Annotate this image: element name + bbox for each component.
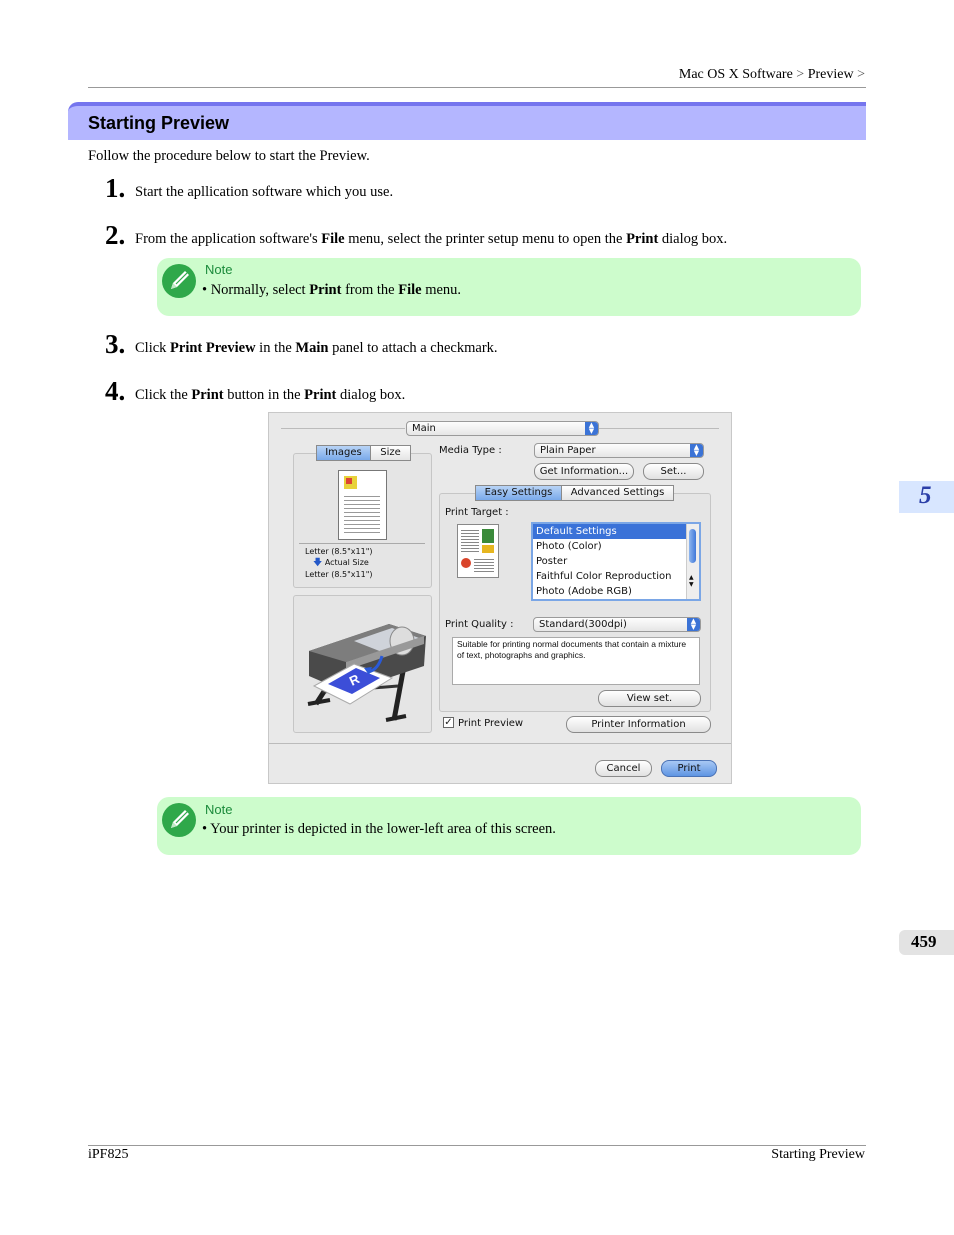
set-button[interactable]: Set...: [643, 463, 704, 480]
list-item[interactable]: Photo (Color): [536, 541, 602, 552]
step-number: 4.: [105, 376, 126, 406]
step-text-part: Start the apllication software which you use.: [135, 184, 394, 200]
thumbnail-text-lines: [461, 528, 479, 554]
step-text-bold: Main: [295, 340, 329, 356]
step-text-part: menu, select the printer setup menu to open the: [344, 231, 627, 247]
thumbnail-image: [482, 545, 494, 553]
document-thumbnail: [338, 470, 387, 540]
breadcrumb-item[interactable]: Preview: [807, 67, 854, 82]
panel-popup[interactable]: [406, 421, 599, 436]
step-number: 1.: [105, 173, 126, 203]
list-item[interactable]: Photo (Adobe RGB): [536, 586, 632, 597]
list-item-selected[interactable]: Default Settings: [533, 524, 699, 539]
arrow-down-icon: 🡇: [313, 558, 323, 568]
bullet: •: [202, 821, 208, 837]
intro-text: Follow the procedure below to start the Preview.: [88, 148, 370, 164]
thumbnail-text-lines: [474, 557, 494, 573]
printer-information-button[interactable]: Printer Information: [566, 716, 711, 733]
thumbnail-image: [461, 558, 471, 568]
print-target-thumbnail: [457, 524, 499, 578]
step-text-part: dialog box.: [336, 387, 406, 403]
header-rule: [88, 87, 866, 88]
popup-arrows-icon: ▲ ▼: [690, 444, 703, 457]
print-target-label: Print Target :: [445, 507, 509, 518]
printer-icon: [294, 596, 433, 734]
divider: [599, 428, 719, 429]
view-set-button[interactable]: View set.: [598, 690, 701, 707]
step-text-part: dialog box.: [658, 231, 728, 247]
page-number-tab: [899, 930, 954, 955]
print-target-list[interactable]: [531, 522, 701, 601]
step-text-part: From the application software's: [135, 231, 322, 247]
print-preview-checkbox[interactable]: ✓: [444, 717, 453, 728]
media-type-value: Plain Paper: [540, 445, 596, 456]
step-number: 3.: [105, 329, 126, 359]
print-button[interactable]: Print: [661, 760, 717, 777]
thumbnail-image-detail: [346, 478, 352, 484]
list-scrollbar[interactable]: [686, 524, 699, 599]
step-text-bold: Print: [191, 387, 224, 403]
page-number: 459: [911, 932, 937, 951]
thumbnail-image: [482, 529, 494, 543]
note-text: [202, 282, 461, 299]
step-text: [135, 184, 393, 201]
print-preview-label[interactable]: Print Preview: [458, 718, 524, 729]
tab-easy-settings[interactable]: Easy Settings: [475, 485, 562, 501]
step-text-bold: Print Preview: [170, 340, 256, 356]
note-label: Note: [205, 802, 233, 817]
cancel-button[interactable]: Cancel: [595, 760, 652, 777]
size-conversion-row: [305, 557, 373, 569]
step-text: [135, 340, 498, 357]
input-size: Letter (8.5"x11"): [305, 547, 373, 556]
tab-size[interactable]: Size: [370, 445, 411, 461]
breadcrumb-separator: >: [857, 67, 865, 82]
note-text: [202, 821, 556, 838]
step-text-bold: File: [321, 231, 345, 247]
note-label: Note: [205, 262, 233, 277]
output-size: Letter (8.5"x11"): [305, 570, 373, 579]
divider: [299, 543, 425, 544]
chapter-number: 5: [919, 482, 932, 509]
scroll-arrows-icon[interactable]: ▲ ▼: [689, 574, 694, 588]
popup-arrows-icon: ▲ ▼: [585, 422, 598, 435]
thumbnail-text-lines: [344, 493, 380, 533]
divider: [269, 743, 731, 744]
step-text: [135, 231, 727, 248]
list-item[interactable]: Faithful Color Reproduction: [536, 571, 672, 582]
media-type-label: Media Type :: [439, 445, 502, 456]
size-info: [305, 546, 373, 580]
tab-advanced-settings[interactable]: Advanced Settings: [561, 485, 674, 501]
footer-section: Starting Preview: [771, 1147, 865, 1162]
tab-images[interactable]: Images: [316, 445, 371, 461]
note-text-bold: File: [398, 282, 422, 298]
preview-letter: R: [346, 671, 362, 689]
media-type-popup[interactable]: [534, 443, 704, 458]
printer-illustration-group: [293, 595, 432, 733]
pencil-icon: [162, 264, 196, 298]
step-text-part: in the: [255, 340, 296, 356]
panel-popup-value: Main: [412, 423, 436, 434]
chapter-tab[interactable]: [899, 481, 954, 513]
footer-model: iPF825: [88, 1147, 129, 1162]
section-title: Starting Preview: [88, 113, 230, 133]
divider: [281, 428, 405, 429]
popup-arrows-icon: ▲ ▼: [687, 618, 700, 631]
step-number: 2.: [105, 220, 126, 250]
print-quality-popup[interactable]: [533, 617, 701, 632]
print-quality-value: Standard(300dpi): [539, 619, 627, 630]
breadcrumb-item[interactable]: Mac OS X Software: [678, 67, 793, 82]
note-text-part: from the: [341, 282, 399, 298]
note-text-bold: Print: [309, 282, 342, 298]
get-information-button[interactable]: Get Information...: [534, 463, 634, 480]
step-text-part: Click: [135, 340, 171, 356]
step-text-bold: Print: [626, 231, 659, 247]
footer-rule: [88, 1145, 866, 1146]
note-text-part: Normally, select: [210, 282, 310, 298]
bullet: •: [202, 282, 208, 298]
note-text-part: menu.: [421, 282, 462, 298]
note-text-part: Your printer is depicted in the lower-left area of this screen.: [210, 821, 556, 837]
step-text-part: Click the: [135, 387, 192, 403]
scroll-thumb[interactable]: [689, 529, 696, 563]
print-dialog: [268, 412, 732, 784]
breadcrumb: [679, 67, 865, 83]
step-text-part: button in the: [223, 387, 305, 403]
step-text-bold: Print: [304, 387, 337, 403]
print-quality-label: Print Quality :: [445, 619, 514, 630]
list-item[interactable]: Poster: [536, 556, 568, 567]
size-mode: Actual Size: [324, 558, 369, 567]
breadcrumb-separator: >: [796, 67, 805, 82]
pencil-icon: [162, 803, 196, 837]
step-text-part: panel to attach a checkmark.: [328, 340, 498, 356]
step-text: [135, 387, 405, 404]
description-box: Suitable for printing normal documents that contain a mixture of text, photographs and graphics.: [452, 637, 700, 685]
